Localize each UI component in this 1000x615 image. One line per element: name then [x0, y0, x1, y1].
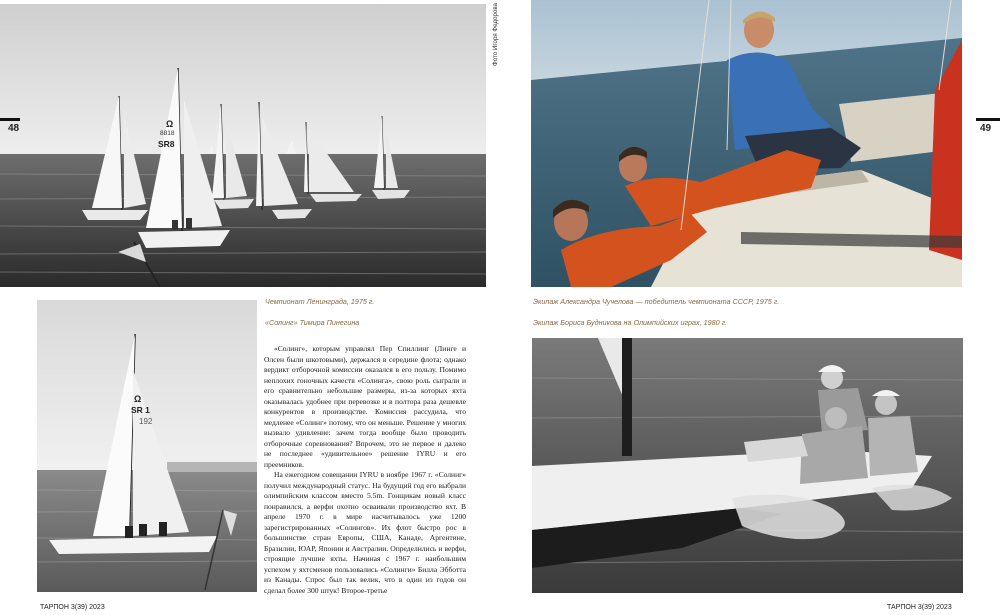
page-number-right: [976, 118, 1000, 134]
footer-right: ТАРПОН 3(39) 2023: [887, 604, 952, 611]
sail-id-left: SR 1: [131, 405, 150, 415]
page-number-bar: [0, 118, 20, 121]
caption-budnikov: Экипаж Бориса Будникова на Олимпийских играх, 1980 г.: [533, 318, 728, 327]
photo-credit: [490, 3, 500, 88]
sail-logo-left: Ω: [134, 394, 142, 404]
crew-color-photo: [531, 0, 962, 287]
regatta-photo: [0, 4, 486, 287]
photo-credit-text: Фото Игоря Федорова: [492, 3, 499, 66]
article-paragraph: «Солинг», которым управлял Пер Спиллинг (Линге и Олсен были шкотовыми), держался в середине флота; однако вердикт отборочной комиссии оказался в его пользу. Помимо неплохих гоночных качеств «Солинга», свою роль сыграли и его сравнительно небольшие размеры, из-за которых яхта оказывалась удобнее при перевозке и в полтора раза дешевле конкурентов в производстве. Комиссия рассудила, что медленее «Солинг» потому, что он меньше. Решение у многих вызвало удивление: зачем тогда вообще было проводить отборочные соревнования? Впрочем, это не первое и далеко не последнее «удивительное» решение IYRU и его преемников.: [264, 344, 466, 469]
page-number-left: [0, 118, 20, 134]
page-number-text: 48: [8, 123, 20, 134]
olympic-photo: [532, 338, 963, 593]
sail-number-big: 8818: [160, 130, 175, 137]
sail-id-big: SR8: [158, 139, 175, 149]
page-number-text: 49: [980, 123, 992, 134]
footer-left: ТАРПОН 3(39) 2023: [40, 604, 105, 611]
caption-chuchelov: Экипаж Александра Чучелова — победитель чемпионата СССР, 1975 г.: [533, 297, 780, 306]
soling-photo: [37, 300, 257, 592]
article-paragraph: На ежегодном совещании IYRU в ноябре 1967 г. «Солинг» получил международный статус. На будущий год его выбрали олимпийским классом вместо 5.5m. Гонщикам новый класс понравился, а верфи охотно осваивали производство яхт. В апреле 1970 г. в мире насчитывалось уже 1200 зарегистрированных «Солингов». Их флот быстро рос в большинстве стран Европы, США, Канаде, Аргентине, Бразилии, ЮАР, Японии и Австралии. Определились и верфи, строящие лучшие яхты. Начиная с 1967 г. наибольшим успехом у яхтсменов пользовались «Солинги» Билла Эбботта из Канады. Спрос был так велик, что в один из годов он сделал более 300 штук! Второе-третье: [264, 470, 466, 595]
caption-leningrad: Чемпионат Ленинграда, 1975 г.: [265, 297, 375, 306]
caption-pinegin: «Солинг» Тимира Пинегина: [265, 318, 360, 327]
sail-logo-big: Ω: [166, 119, 174, 129]
article-body: [264, 344, 466, 598]
sail-number-left: 192: [139, 417, 153, 426]
page-number-bar: [976, 118, 1000, 121]
